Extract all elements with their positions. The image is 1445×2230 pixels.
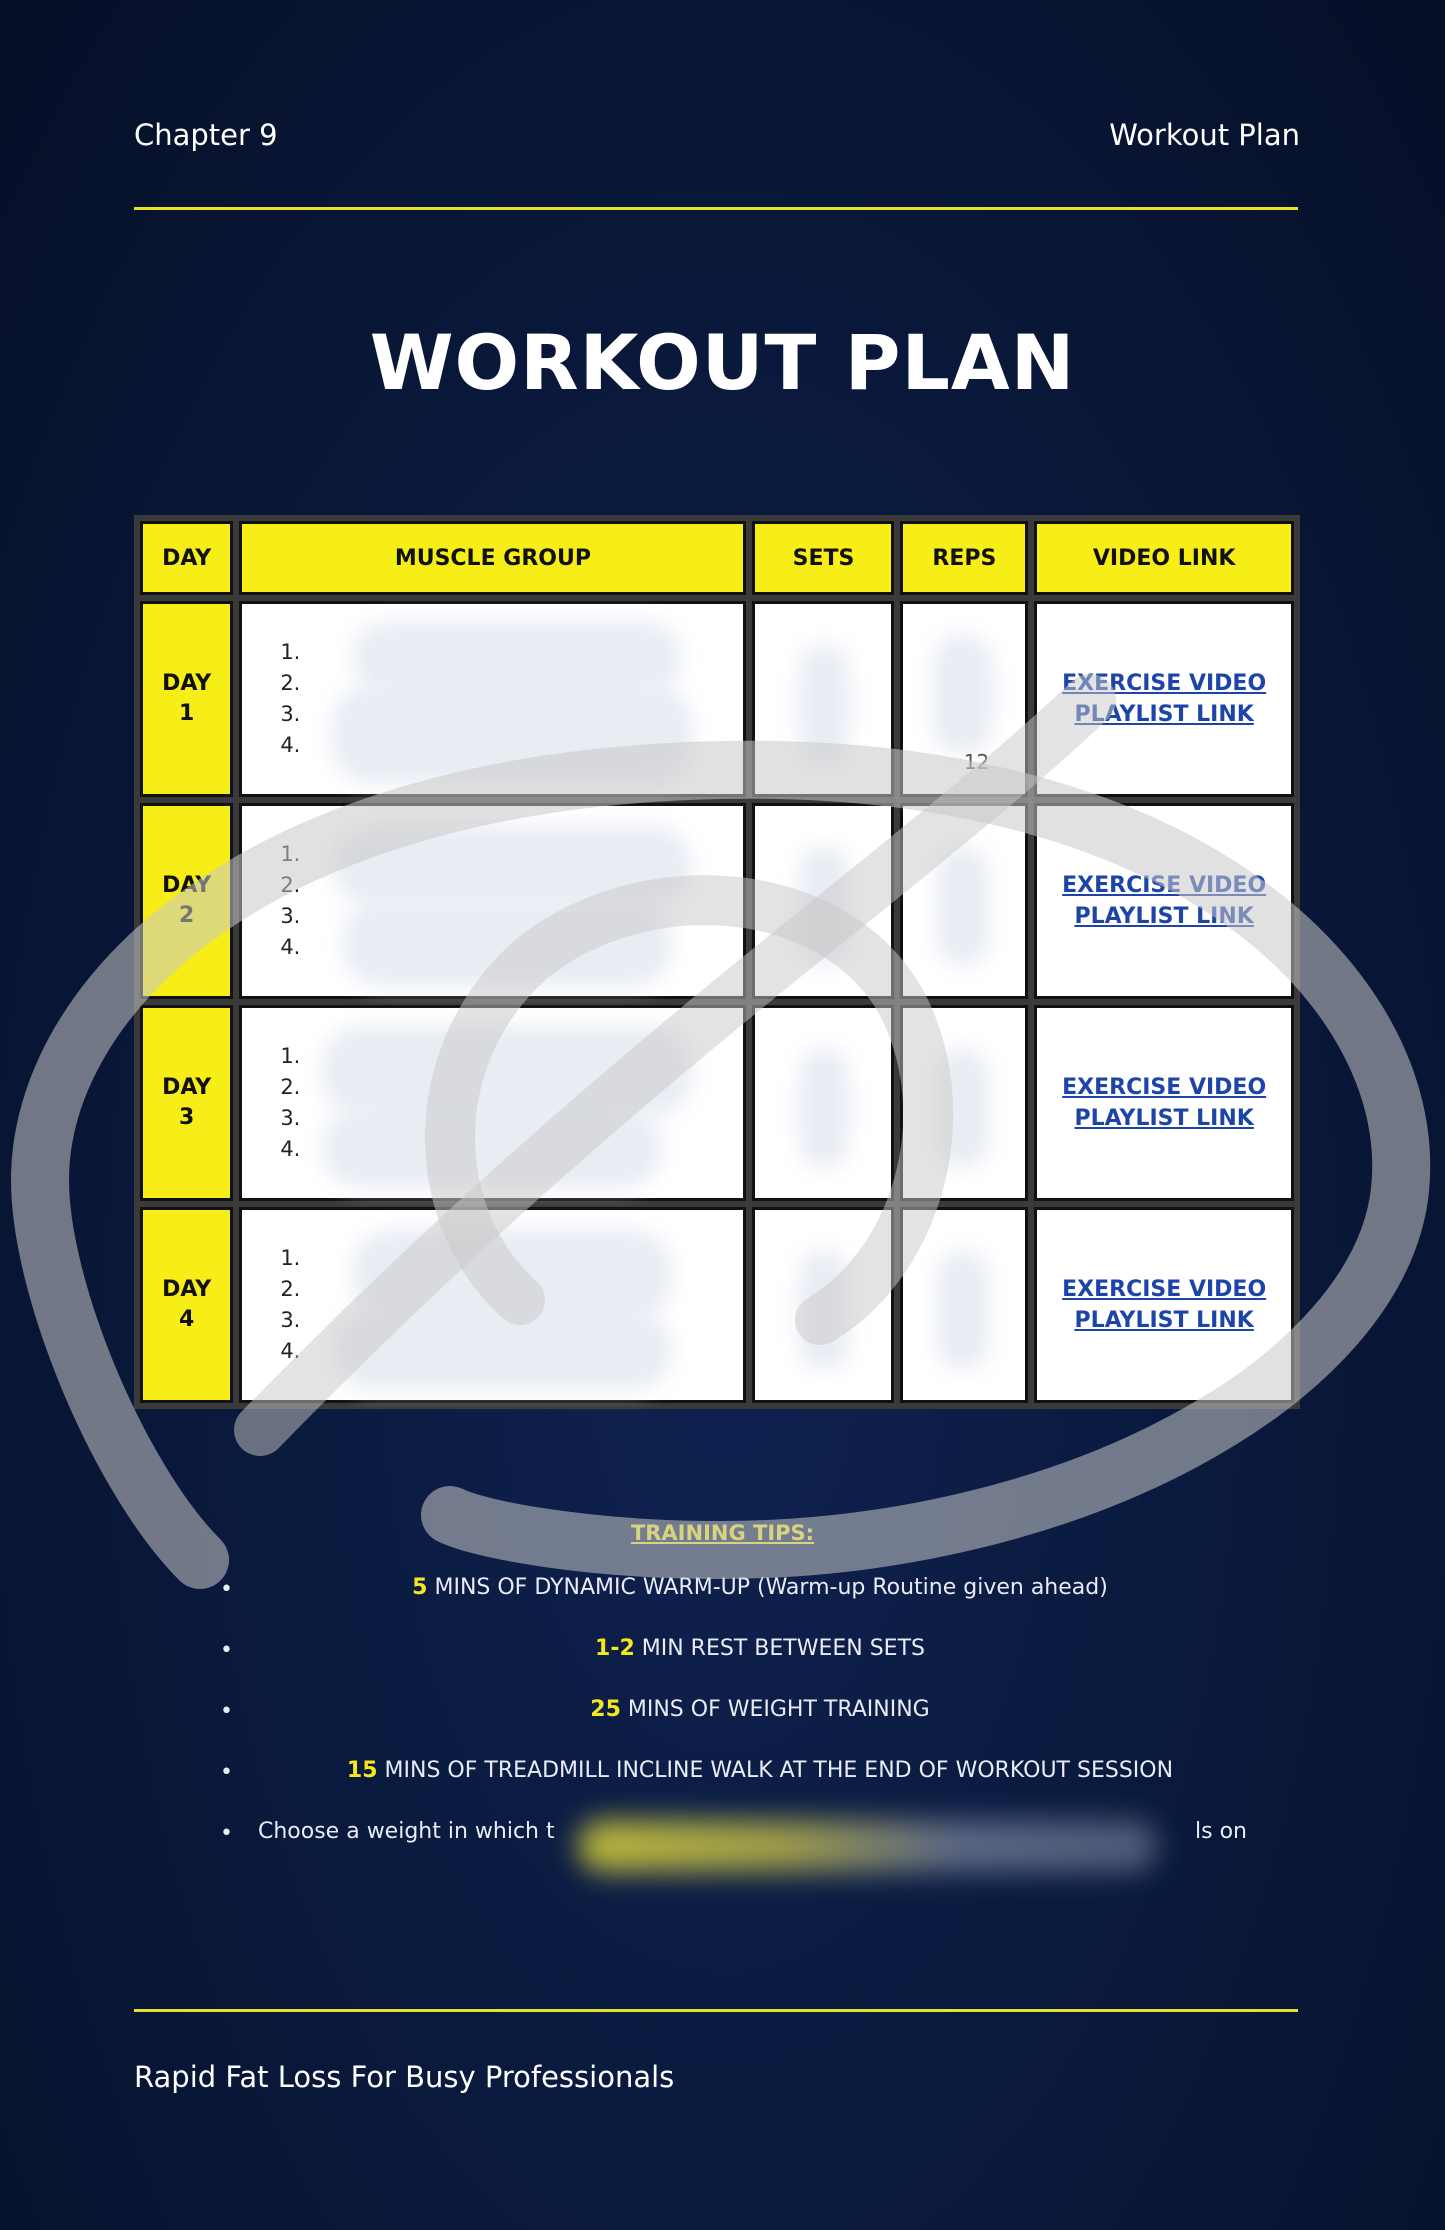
list-item	[220, 1575, 1300, 1636]
list-number: 1.	[280, 842, 301, 866]
redacted-blur	[937, 846, 989, 966]
page-title: WORKOUT PLAN	[369, 318, 1076, 407]
redacted-blur	[322, 1026, 692, 1116]
reps-partial: 12	[963, 750, 990, 774]
link-line: PLAYLIST LINK	[1074, 702, 1254, 727]
table-row	[140, 1005, 1294, 1201]
list-number: 1.	[280, 1246, 301, 1270]
link-line: EXERCISE VIDEO	[1062, 671, 1267, 696]
list-item	[220, 1697, 1300, 1758]
section-label: Workout Plan	[1109, 118, 1300, 152]
redacted-blur	[332, 684, 692, 784]
list-item	[220, 1636, 1300, 1697]
tip-text-end: ls on	[1195, 1819, 1247, 1844]
exercise-video-playlist-link[interactable]	[1034, 1207, 1294, 1403]
link-line: EXERCISE VIDEO	[1062, 873, 1267, 898]
exercise-list	[280, 637, 300, 761]
day-number: 3	[179, 1105, 195, 1130]
list-number: 2.	[280, 1075, 301, 1099]
tip-text	[260, 1758, 1260, 1783]
redacted-blur	[352, 622, 682, 692]
redacted-blur	[332, 826, 692, 906]
page-header	[134, 118, 1300, 158]
link-line: PLAYLIST LINK	[1074, 904, 1254, 929]
tip-body: MIN REST BETWEEN SETS	[634, 1636, 925, 1661]
list-number: 4.	[280, 1137, 301, 1161]
day-label: DAY	[162, 1075, 212, 1100]
exercise-video-playlist-link[interactable]	[1034, 1005, 1294, 1201]
sets-cell	[752, 803, 894, 999]
tip-highlight: 5	[412, 1575, 428, 1600]
header-reps: REPS	[900, 521, 1028, 595]
list-number: 3.	[280, 1308, 301, 1332]
redacted-blur	[352, 1230, 672, 1320]
list-number: 1.	[280, 1044, 301, 1068]
header-day: DAY	[140, 521, 233, 595]
redacted-blur	[342, 901, 672, 986]
header-muscle-group: MUSCLE GROUP	[239, 521, 746, 595]
day-cell	[140, 1207, 233, 1403]
table-row	[140, 1207, 1294, 1403]
redacted-blur	[799, 1048, 849, 1168]
bullet-icon: •	[220, 1577, 233, 1602]
list-number: 1.	[280, 640, 301, 664]
list-number: 4.	[280, 935, 301, 959]
table-row	[140, 803, 1294, 999]
day-number: 1	[179, 701, 195, 726]
exercise-list	[280, 839, 300, 963]
day-cell	[140, 803, 233, 999]
table-header-row	[140, 521, 1294, 595]
redacted-blur	[322, 1108, 662, 1188]
day-label: DAY	[162, 671, 212, 696]
bullet-icon: •	[220, 1638, 233, 1663]
tip-text	[260, 1636, 1260, 1661]
list-number: 2.	[280, 671, 301, 695]
header-divider	[134, 207, 1298, 210]
redacted-blur	[332, 1310, 672, 1390]
redacted-blur	[937, 1048, 989, 1168]
tip-highlight: 25	[590, 1697, 621, 1722]
muscle-group-cell	[239, 1005, 746, 1201]
day-cell	[140, 601, 233, 797]
link-line: EXERCISE VIDEO	[1062, 1075, 1267, 1100]
exercise-list	[280, 1243, 300, 1367]
muscle-group-cell	[239, 803, 746, 999]
redacted-blur	[937, 1250, 989, 1370]
link-line: EXERCISE VIDEO	[1062, 1277, 1267, 1302]
sets-cell	[752, 1005, 894, 1201]
exercise-video-playlist-link[interactable]	[1034, 803, 1294, 999]
muscle-group-cell	[239, 1207, 746, 1403]
link-line: PLAYLIST LINK	[1074, 1106, 1254, 1131]
redacted-blur	[799, 1250, 849, 1370]
reps-cell	[900, 1005, 1028, 1201]
exercise-video-playlist-link[interactable]	[1034, 601, 1294, 797]
tip-highlight: 1-2	[595, 1636, 635, 1661]
tip-text	[260, 1697, 1260, 1722]
list-number: 3.	[280, 1106, 301, 1130]
tip-body: MINS OF DYNAMIC WARM-UP (Warm-up Routine given ahead)	[427, 1575, 1108, 1600]
list-number: 3.	[280, 904, 301, 928]
day-cell	[140, 1005, 233, 1201]
table-row	[140, 601, 1294, 797]
redacted-blur	[799, 644, 849, 764]
tip-highlight: 15	[346, 1758, 378, 1783]
footer-book-title: Rapid Fat Loss For Busy Professionals	[134, 2060, 675, 2094]
reps-cell	[900, 803, 1028, 999]
footer-divider	[134, 2009, 1298, 2012]
workout-table	[134, 515, 1300, 1409]
day-number: 2	[179, 903, 195, 928]
chapter-label: Chapter 9	[134, 118, 278, 152]
redacted-smear	[578, 1820, 1158, 1872]
link-line: PLAYLIST LINK	[1074, 1308, 1254, 1333]
list-number: 2.	[280, 1277, 301, 1301]
list-number: 2.	[280, 873, 301, 897]
day-label: DAY	[162, 1277, 212, 1302]
bullet-icon: •	[220, 1699, 233, 1724]
header-sets: SETS	[752, 521, 894, 595]
redacted-blur	[799, 846, 849, 966]
tip-body: MINS OF WEIGHT TRAINING	[620, 1697, 930, 1722]
reps-cell	[900, 601, 1028, 797]
list-number: 3.	[280, 702, 301, 726]
sets-cell	[752, 1207, 894, 1403]
training-tips-title: TRAINING TIPS:	[630, 1521, 815, 1545]
day-number: 4	[179, 1307, 195, 1332]
bullet-icon: •	[220, 1821, 233, 1846]
reps-cell	[900, 1207, 1028, 1403]
redacted-blur	[933, 634, 993, 754]
sets-cell	[752, 601, 894, 797]
header-video-link: VIDEO LINK	[1034, 521, 1294, 595]
tip-text-start: Choose a weight in which t	[258, 1819, 555, 1844]
exercise-list	[280, 1041, 300, 1165]
bullet-icon: •	[220, 1760, 233, 1785]
day-label: DAY	[162, 873, 212, 898]
tip-text	[260, 1575, 1260, 1600]
list-number: 4.	[280, 733, 301, 757]
list-item	[220, 1758, 1300, 1819]
muscle-group-cell	[239, 601, 746, 797]
tip-body: MINS OF TREADMILL INCLINE WALK AT THE END OF WORKOUT SESSION	[377, 1758, 1174, 1783]
list-number: 4.	[280, 1339, 301, 1363]
